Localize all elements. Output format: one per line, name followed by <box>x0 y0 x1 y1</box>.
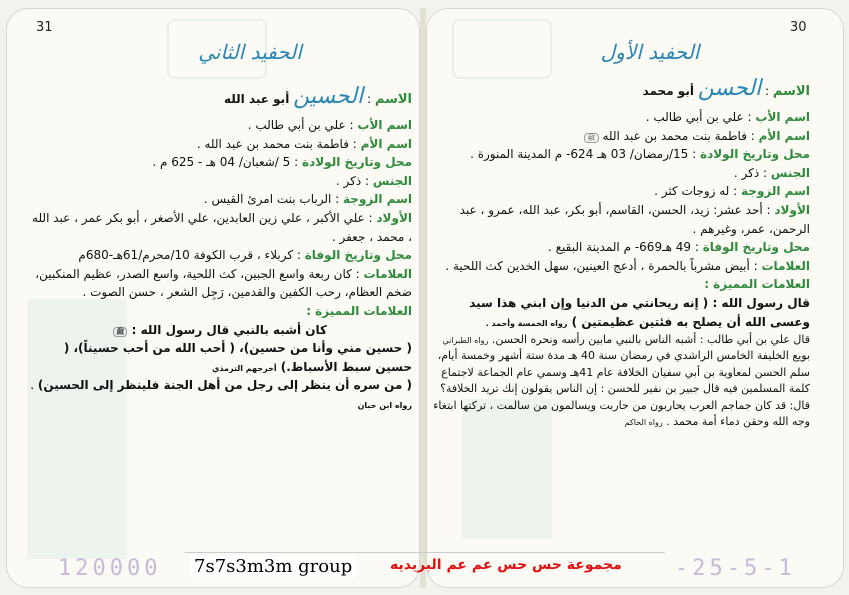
name-label: الاسم <box>772 84 810 99</box>
page-title-left: الحفيد الثاني <box>198 40 302 64</box>
wife-label: اسم الزوجة <box>343 192 412 207</box>
gender-label: الجنس <box>372 173 412 188</box>
death-value: : 49 هـ669- م المدينة البقيع . <box>548 240 699 255</box>
hadith-source-2: . رواه ابن حبان <box>30 382 412 410</box>
marks-label: العلامات <box>363 266 412 281</box>
birth-value: : 15/رمضان/ 03 هـ 624- م المدينة المنورة . <box>470 147 697 162</box>
hadith-quote: قال رسول الله : ( إنه ريحانتي من الدنيا وإن ابني هذا سيد وعسى الله أن يصلح به فئتين عظيمتين ) رواه الخمسة وأحمد . <box>469 296 810 329</box>
page-number-right: 30 <box>790 20 807 35</box>
wife-label: اسم الزوجة <box>741 184 810 199</box>
page-title-right: الحفيد الأول <box>600 40 700 64</box>
hadith-quote-2: ( من سره أن ينظر إلى رجل من أهل الجنة فلينظر إلى الحسين) . رواه ابن حبان <box>30 378 412 410</box>
father-value: : علي بن أبي طالب . <box>645 110 752 125</box>
watermark-stamp-right <box>452 19 552 79</box>
mother-value: : فاطمة بنت محمد بن عبد الله . <box>196 136 357 151</box>
death-label: محل وتاريخ الوفاة <box>304 248 412 263</box>
children-label: الأولاد <box>376 211 412 226</box>
hadith-source: رواه الخمسة وأحمد . <box>485 318 568 328</box>
birth-label: محل وتاريخ الولادة <box>302 155 412 170</box>
name-rest: أبو محمد <box>642 84 694 98</box>
mother-label: اسم الأم <box>360 136 412 151</box>
left-page-content: الاسم : الحسين أبو عبد الله اسم الأب : علي بن أبي طالب . اسم الأم : فاطمة بنت محمد بن عبد الله . محل وتاريخ الولادة : 5 /شعبان/ 04 هـ - 625 م . الجنس : ذكر . اسم الزوجة : الرباب بنت امرئ القيس . الأولاد : علي الأكبر ، علي زين العابدين، علي الأصغر ، أبو بكر عمر ، عبد الله ، محمد ، جعفر . محل وتاريخ الوفاة : كربلاء ، قرب الكوفة 10/محرم/61هـ-680م العلامات : كان ربعة واسع الجبين، كث اللحية، واسع الصدر، عظيم المنكبين، ضخم العظام، رحب الكفين والقدمين، رَجِل الشعر ، حسن الصوت . العلامات المميزة : كان أشبه بالنبي قال رسول الله : ﷺ ( حسين مني وأنا من حسين)، ( أحب الله من أحب حسيناً)، ( حسين سبط الأسباط.) أخرجهم الترمذي ( من سره أن ينظر إلى رجل من أهل الجنة فلينظر إلى الحسين) . رواه ابن حبان <box>28 80 412 414</box>
biography-paragraph: بويع الخليفة الخامس الراشدي في رمضان سنة 40 هـ مدة ستة أشهر وخمسة أيام، سلم الحسن لمعاوية بن أبي سفيان الخلافة عام 41هـ وسمي عام الجماعة لاجتماع كلمة المسلمين فيه قال جبير بن نفير للحسن : إن الناس يقولون إنك تريد الخلافة؟ قال: قد كان جماجم العرب يحاربون من حاربت ويسالمون من سالمت ، تركتها ابتغاء وجه الله وحقن دماء أمة محمد . رواه الحاكم <box>433 349 810 429</box>
name-rest: أبو عبد الله <box>223 92 290 106</box>
paragraph-source: رواه الحاكم <box>624 418 663 428</box>
mother-label: اسم الأم <box>758 128 810 143</box>
page-number-left: 31 <box>36 20 53 35</box>
group-name-arabic: مجموعة حس حس عم عم البريديه <box>390 557 622 573</box>
hadith-quote: ( حسين مني وأنا من حسين)، ( أحب الله من أحب حسيناً)، ( حسين سبط الأسباط.) أخرجهم الترمذي <box>63 341 412 374</box>
father-value: : علي بن أبي طالب . <box>247 118 354 133</box>
honorific-icon: ﷺ <box>113 327 127 337</box>
footer-divider <box>185 552 665 553</box>
children-value: : علي الأكبر ، علي زين العابدين، علي الأصغر ، أبو بكر عمر ، عبد الله ، محمد ، جعفر . <box>32 211 412 244</box>
distinct-label: العلامات المميزة : <box>306 304 412 319</box>
gender-value: : ذكر . <box>733 165 768 180</box>
serial-number-right: -25-5-1 <box>675 556 796 581</box>
marks-value: : أبيض مشرباً بالحمرة ، أدعج العينين، سهل الخدين كث اللحية . <box>445 258 758 273</box>
death-value: : كربلاء ، قرب الكوفة 10/محرم/61هـ-680م <box>78 248 301 263</box>
children-label: الأولاد <box>774 203 810 218</box>
gender-value: : ذكر . <box>335 173 370 188</box>
marks-value: : كان ربعة واسع الجبين، كث اللحية، واسع الصدر، عظيم المنكبين، ضخم العظام، رحب الكفين والقدمين، رَجِل الشعر ، حسن الصوت . <box>35 266 412 300</box>
hadith-source-2: رواه الطبراني <box>442 336 489 346</box>
wife-value: : الرباب بنت امرئ القيس . <box>203 192 340 207</box>
hadith-intro: كان أشبه بالنبي قال رسول الله : ﷺ <box>28 321 412 340</box>
name-big: الحسين <box>293 84 364 109</box>
right-page-content: الاسم : الحسن أبو محمد اسم الأب : علي بن أبي طالب . اسم الأم : فاطمة بنت محمد بن عبد الله ﷺ محل وتاريخ الولادة : 15/رمضان/ 03 هـ 624- م المدينة المنورة . الجنس : ذكر . اسم الزوجة : له زوجات كثر . الأولاد : أحد عشر: زيد، الحسن، القاسم، أبو بكر، عبد الله، عمرو ، عبد الرحمن، عمر، وغيرهم . محل وتاريخ الوفاة : 49 هـ669- م المدينة البقيع . العلامات : أبيض مشرباً بالحمرة ، أدعج العينين، سهل الخدين كث اللحية . العلامات المميزة : قال رسول الله : ( إنه ريحانتي من الدنيا وإن ابني هذا سيد وعسى الله أن يصلح به فئتين عظيمتين ) رواه الخمسة وأحمد . قال علي بن أبي طالب : أشبه الناس بالنبي مابين رأسه ونحره الحسن. رواه الطبراني بويع الخليفة الخامس الراشدي في رمضان سنة 40 هـ مدة ستة أشهر وخمسة أيام، سلم الحسن لمعاوية بن أبي سفيان الخلافة عام 41هـ وسمي عام الجماعة لاجتماع كلمة المسلمين فيه قال جبير بن نفير للحسن : إن الناس يقولون إنك تريد الخلافة؟ قال: قد كان جماجم العرب يحاربون من حاربت ويسالمون من سالمت ، تركتها ابتغاء وجه الله وحقن دماء أمة محمد . رواه الحاكم <box>432 72 810 431</box>
hadith-source: أخرجهم الترمذي <box>212 363 277 373</box>
father-label: اسم الأب <box>755 110 810 125</box>
birth-value: : 5 /شعبان/ 04 هـ - 625 م . <box>152 155 299 170</box>
father-label: اسم الأب <box>357 118 412 133</box>
hadith-quote-2: قال علي بن أبي طالب : أشبه الناس بالنبي مابين رأسه ونحره الحسن. رواه الطبراني <box>442 333 810 347</box>
name-big: الحسن <box>697 76 762 101</box>
mother-value: : فاطمة بنت محمد بن عبد الله <box>602 128 755 143</box>
serial-number-left: 120000 <box>58 556 162 581</box>
name-label: الاسم <box>374 92 412 107</box>
honorific-icon: ﷺ <box>584 133 598 143</box>
group-name-english: 7s7s3m3m group <box>190 556 356 577</box>
birth-label: محل وتاريخ الولادة <box>700 147 810 162</box>
distinct-label: العلامات المميزة : <box>704 277 810 292</box>
gender-label: الجنس <box>770 165 810 180</box>
children-value: : أحد عشر: زيد، الحسن، القاسم، أبو بكر، عبد الله، عمرو ، عبد الرحمن، عمر، وغيرهم . <box>459 203 810 236</box>
wife-value: : له زوجات كثر . <box>654 184 738 199</box>
death-label: محل وتاريخ الوفاة <box>702 240 810 255</box>
marks-label: العلامات <box>761 258 810 273</box>
